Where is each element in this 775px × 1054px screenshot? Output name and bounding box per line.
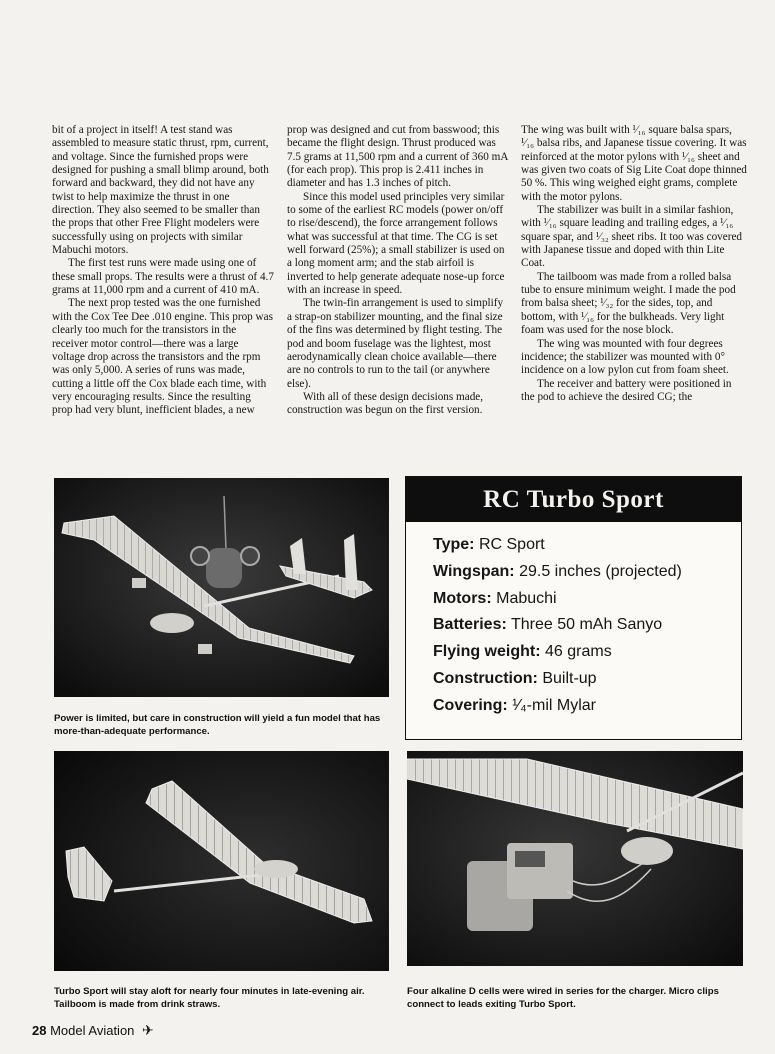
paragraph: The wing was built with ¹⁄₁₆ square balsa spars, ¹⁄₁₆ balsa ribs, and Japanese tissue covering. It was reinforced at the motor pylons with ¹⁄₁₆ sheet and was given two coats of Sig Lite Coat dope thinned 50 %. This wing weighed eight grams, complete with the motor pylons.	[521, 124, 747, 203]
spec-row-construction	[433, 666, 741, 693]
caption-photo-2: Turbo Sport will stay aloft for nearly four minutes in late-evening air. Tailboom is made from drink straws.	[54, 986, 365, 1010]
spec-row-type	[433, 532, 741, 559]
spec-label: Wingspan:	[433, 562, 515, 580]
photo-model-overhead	[54, 751, 389, 971]
magazine-name: Model Aviation	[50, 1023, 135, 1038]
spec-row-covering	[433, 693, 741, 720]
page-number: 28	[32, 1023, 47, 1038]
airplane-icon: ✈	[142, 1022, 154, 1038]
spec-value: ¹⁄₄-mil Mylar	[512, 696, 596, 714]
paragraph: prop was designed and cut from basswood; this became the flight design. Thrust produced was 7.5 grams at 11,500 rpm and a current of 360 mA (for each prop). This prop is 2.411 inches in diameter and has 1.3 inches of pitch.	[287, 124, 508, 190]
caption-photo-1: Power is limited, but care in construction will yield a fun model that has more-than-adequate performance.	[54, 713, 381, 737]
spec-label: Motors:	[433, 589, 492, 607]
article-column-3	[521, 124, 747, 404]
spec-row-motors	[433, 586, 741, 613]
paragraph: With all of these design decisions made, construction was begun on the first version.	[287, 390, 484, 417]
spec-row-wingspan	[433, 559, 741, 586]
article-column-1	[52, 124, 274, 418]
spec-value: 29.5 inches (projected)	[519, 562, 682, 580]
spec-value: Three 50 mAh Sanyo	[510, 616, 663, 634]
paragraph: The twin-fin arrangement is used to simplify a strap-on stabilizer mounting, and the final size of the fins was determined by flight testing. The pod and boom fuselage was the lightest, most aerodynamically clean choice available—there are no controls to run to the tail (or anywhere else).	[287, 297, 504, 390]
paragraph: bit of a project in itself! A test stand was assembled to measure static thrust, rpm, current, and voltage. Since the furnished props were designed for pushing a small blimp around, both forward and backward, they did not have any twist to help maximize the thrust in one direction. They also seemed to be smaller than the props that other Free Flight modelers were successfully using on projects with similar Mabuchi motors.	[52, 124, 269, 257]
paragraph: The tailboom was made from a rolled balsa tube to ensure minimum weight. I made the pod from balsa sheet; ¹⁄₃₂ for the sides, top, and bottom, with ¹⁄₁₆ for the bulkheads. Very light foam was used for the nose block.	[521, 270, 736, 337]
spec-label: Flying weight:	[433, 643, 541, 661]
spec-box-title: RC Turbo Sport	[406, 477, 741, 522]
paragraph: The receiver and battery were positioned in the pod to achieve the desired CG; the	[521, 377, 732, 403]
article-column-2	[287, 124, 509, 418]
spec-label: Batteries:	[433, 616, 507, 634]
spec-label: Type:	[433, 536, 475, 553]
photo-model-with-transmitter	[54, 478, 389, 697]
paragraph: Since this model used principles very similar to some of the earliest RC models (power on/off to rise/descend), the force arrangement follows what was successful at that time. The CG is set well forward (25%); a small stabilizer is used on a long moment arm; and the stab airfoil is inverted to help generate adequate nose-up force with an increase in speed.	[287, 190, 505, 297]
paragraph: The wing was mounted with four degrees incidence; the stabilizer was mounted with 0° incidence on a low pylon cut from foam sheet.	[521, 337, 729, 377]
spec-value: Built-up	[542, 669, 597, 687]
spec-row-batteries	[433, 612, 741, 639]
spec-value: 46 grams	[545, 643, 612, 661]
paragraph: The first test runs were made using one of these small props. The results were a thrust of 4.7 grams at 11,000 rpm and a current of 410 mA.	[52, 257, 274, 297]
paragraph: The next prop tested was the one furnished with the Cox Tee Dee .010 engine. This prop was clearly too much for the transistors in the receiver motor control—there was a large voltage drop across the transistors and the rpm was only 5,000. A series of runs was made, cutting a little off the Cox blade each time, with very encouraging results. Since the resulting prop had very blunt, inefficient blades, a new	[52, 297, 273, 417]
photo-charger-d-cells	[407, 751, 743, 966]
spec-value: RC Sport	[478, 536, 545, 553]
caption-photo-3: Four alkaline D cells were wired in series for the charger. Micro clips connect to leads exiting Turbo Sport.	[407, 986, 719, 1010]
spec-list	[406, 522, 741, 720]
spec-box	[405, 476, 742, 740]
spec-label: Covering:	[433, 696, 508, 714]
paragraph: The stabilizer was built in a similar fashion, with ¹⁄₁₆ square leading and trailing edges, a ¹⁄₁₆ square spar, and ¹⁄₃₂ sheet ribs. It too was covered with Japanese tissue and doped with thin Lite Coat.	[521, 204, 743, 270]
spec-label: Construction:	[433, 669, 538, 687]
page-footer	[32, 1022, 154, 1039]
spec-value: Mabuchi	[496, 589, 557, 607]
spec-row-flying-weight	[433, 639, 741, 666]
